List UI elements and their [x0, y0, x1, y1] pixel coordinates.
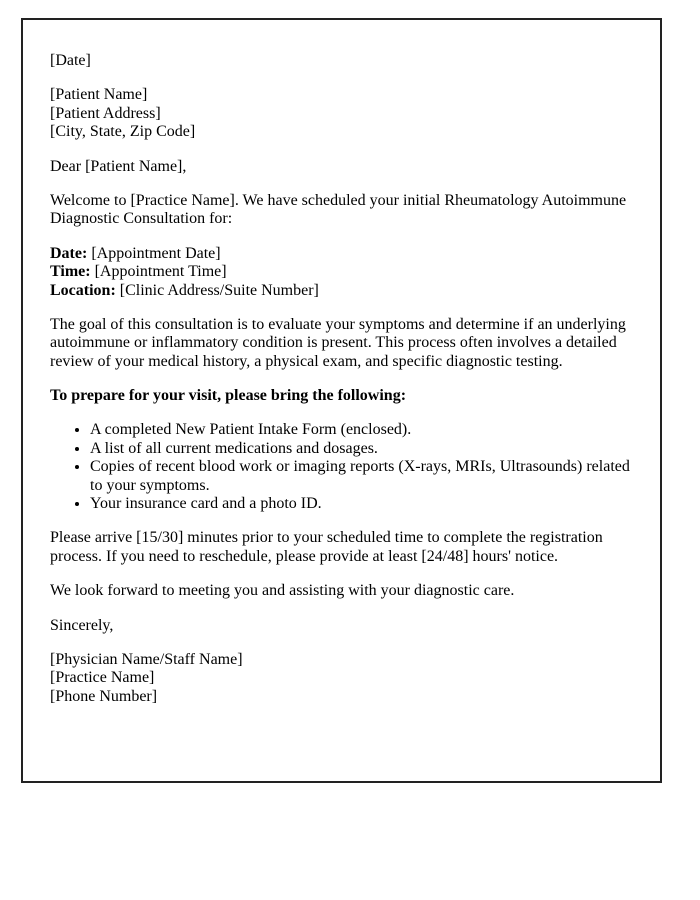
signoff-text: Sincerely, [50, 616, 114, 634]
goal-paragraph [50, 316, 633, 371]
signature-phone-line: [Phone Number] [50, 687, 158, 705]
appointment-time-value: [Appointment Time] [94, 263, 227, 281]
salutation-line [50, 158, 633, 176]
bring-item-medications: A list of all current medications and dosages. [90, 439, 378, 457]
goal-text: The goal of this consultation is to evaluate your symptoms and determine if an underlying autoimmune or inflammatory condition is present. This process often involves a detailed review of your medical history, a physical exam, and specific diagnostic testing. [50, 315, 626, 370]
arrival-paragraph [50, 529, 633, 566]
appointment-location-value: [Clinic Address/Suite Number] [119, 281, 319, 299]
appointment-block [50, 245, 633, 300]
prepare-heading-text: To prepare for your visit, please bring the following: [50, 387, 407, 405]
date-placeholder: [Date] [50, 52, 91, 69]
intro-text: Welcome to [Practice Name]. We have scheduled your initial Rheumatology Autoimmune Diagnostic Consultation for: [50, 191, 627, 228]
recipient-name-line: [Patient Name] [50, 86, 148, 104]
arrival-text: Please arrive [15/30] minutes prior to your scheduled time to complete the registration process. If you need to reschedule, please provide at least [24/48] hours' notice. [50, 529, 603, 565]
appointment-location-label: Location: [50, 281, 116, 299]
prepare-heading [50, 387, 633, 405]
list-item [90, 440, 633, 458]
list-item [90, 458, 633, 495]
appointment-date-value: [Appointment Date] [91, 244, 221, 262]
signature-block [50, 651, 633, 706]
closing-text: We look forward to meeting you and assisting with your diagnostic care. [50, 582, 515, 600]
closing-paragraph [50, 582, 633, 600]
recipient-city-line: [City, State, Zip Code] [50, 123, 196, 141]
date-line [50, 52, 633, 70]
appointment-time-label: Time: [50, 263, 91, 281]
list-item [90, 495, 633, 513]
recipient-address-line: [Patient Address] [50, 104, 161, 122]
recipient-block [50, 86, 633, 141]
signature-physician-line: [Physician Name/Staff Name] [50, 650, 243, 668]
letter-document [21, 18, 662, 783]
bring-item-intake-form: A completed New Patient Intake Form (enclosed). [90, 421, 412, 439]
bring-items-list [50, 421, 633, 513]
signoff-line [50, 617, 633, 635]
intro-paragraph [50, 192, 633, 229]
bring-item-reports: Copies of recent blood work or imaging reports (X-rays, MRIs, Ultrasounds) related to your symptoms. [90, 458, 630, 494]
salutation-text: Dear [Patient Name], [50, 157, 187, 175]
appointment-date-label: Date: [50, 244, 88, 262]
bring-item-insurance-id: Your insurance card and a photo ID. [90, 495, 322, 513]
signature-practice-line: [Practice Name] [50, 669, 155, 687]
list-item [90, 421, 633, 439]
